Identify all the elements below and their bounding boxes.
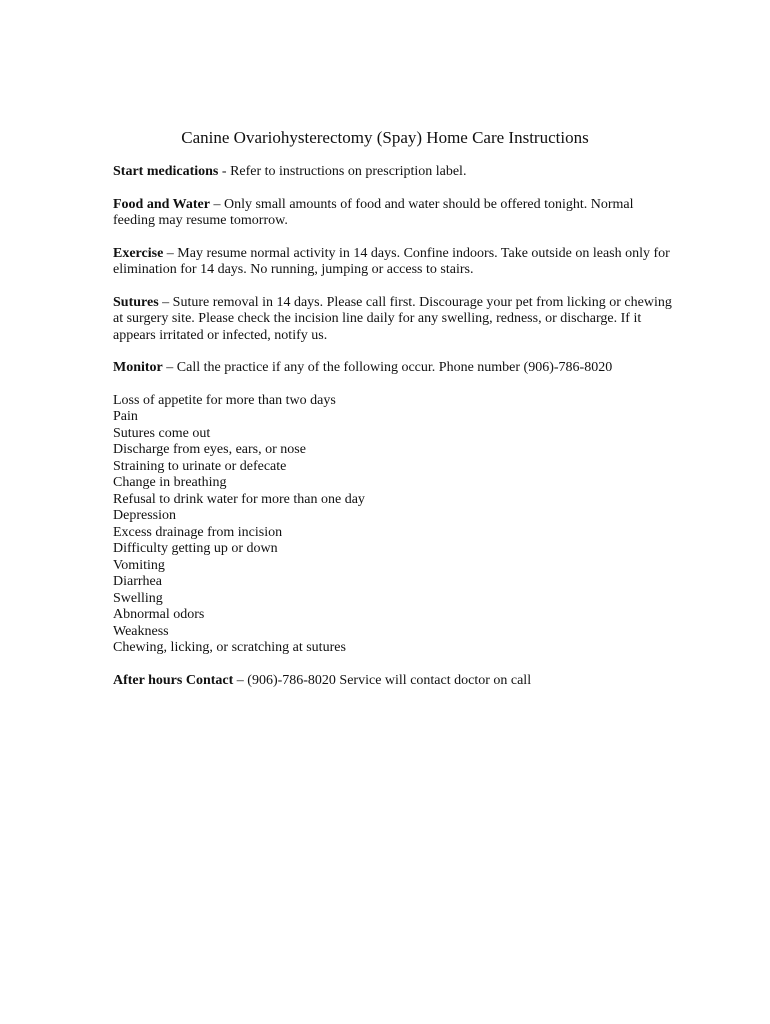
list-item: Pain bbox=[113, 409, 138, 424]
list-item: Sutures come out bbox=[113, 425, 211, 441]
section-heading: Monitor bbox=[113, 360, 163, 375]
section-text: May resume normal activity in 14 days. Confine indoors. Take outside on leash only for elimination for 14 days. No running, jumping or access to stairs. bbox=[113, 245, 670, 277]
symptom-list bbox=[113, 393, 673, 657]
section-start-medications bbox=[113, 164, 673, 181]
list-item: Diarrhea bbox=[113, 574, 162, 589]
section-monitor bbox=[113, 360, 673, 377]
section-text: Refer to instructions on prescription label. bbox=[230, 164, 467, 179]
list-item: Depression bbox=[113, 508, 176, 523]
section-sutures bbox=[113, 295, 673, 345]
section-separator: – bbox=[233, 672, 248, 688]
section-separator: – bbox=[162, 360, 177, 375]
list-item: Difficulty getting up or down bbox=[113, 541, 278, 556]
section-text: (906)-786-8020 Service will contact doctor on call bbox=[247, 672, 532, 688]
section-text: Call the practice if any of the following occur. Phone number (906)-786-8020 bbox=[176, 360, 613, 375]
section-text: Suture removal in 14 days. Please call first. Discourage your pet from licking or chewing at surgery site. Please check the incision line daily for any swelling, redness, or discharge. If it appears irritated or infected, notify us. bbox=[113, 294, 672, 343]
list-item: Abnormal odors bbox=[113, 607, 205, 622]
section-separator: – bbox=[209, 196, 224, 212]
list-item: Vomiting bbox=[113, 557, 165, 573]
section-heading: Start medications bbox=[113, 164, 219, 179]
section-heading: Food and Water bbox=[113, 196, 210, 212]
section-separator: – bbox=[158, 294, 173, 310]
document-body bbox=[113, 164, 673, 705]
list-item: Swelling bbox=[113, 590, 163, 606]
section-food-and-water bbox=[113, 197, 673, 230]
list-item: Refusal to drink water for more than one day bbox=[113, 491, 365, 507]
list-item: Discharge from eyes, ears, or nose bbox=[113, 442, 306, 457]
section-exercise bbox=[113, 246, 673, 279]
list-item: Chewing, licking, or scratching at sutures bbox=[113, 640, 346, 655]
page-title: Canine Ovariohysterectomy (Spay) Home Care Instructions bbox=[181, 128, 589, 147]
list-item: Excess drainage from incision bbox=[113, 524, 283, 540]
section-separator: – bbox=[163, 245, 178, 261]
list-item: Weakness bbox=[113, 623, 169, 639]
list-item: Straining to urinate or defecate bbox=[113, 458, 287, 474]
section-after-hours-contact bbox=[113, 673, 673, 690]
section-heading: Sutures bbox=[113, 294, 159, 310]
section-text: Only small amounts of food and water should be offered tonight. Normal feeding may resume tomorrow. bbox=[113, 196, 634, 228]
section-separator: - bbox=[218, 164, 231, 179]
section-heading: After hours Contact bbox=[113, 672, 234, 688]
list-item: Change in breathing bbox=[113, 475, 227, 490]
section-heading: Exercise bbox=[113, 245, 164, 261]
list-item: Loss of appetite for more than two days bbox=[113, 392, 336, 408]
